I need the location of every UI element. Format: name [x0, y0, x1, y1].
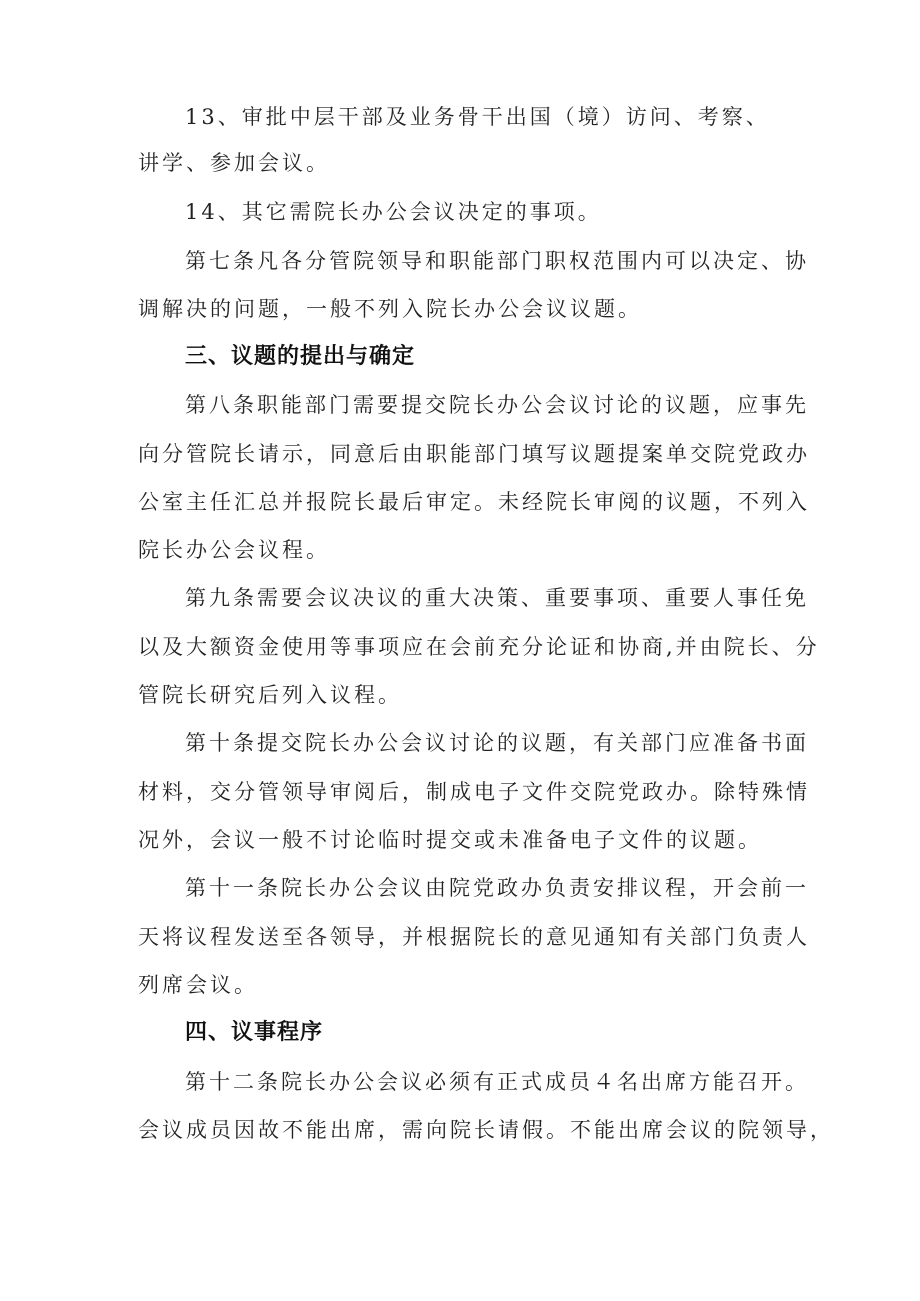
text-line: 第九条需要会议决议的重大决策、重要事项、重要人事任免: [185, 586, 809, 610]
text-line: 向分管院长请示，同意后由职能部门填写议题提案单交院党政办: [138, 442, 810, 466]
text-line: 调解决的问题，一般不列入院长办公会议议题。: [138, 297, 642, 321]
text-line: 13、审批中层干部及业务骨干出国（境）访问、考察、: [185, 105, 770, 129]
text-line: 列席会议。: [138, 973, 258, 997]
text-line: 第十一条院长办公会议由院党政办负责安排议程，开会前一: [185, 876, 809, 900]
text-line: 14、其它需院长办公会议决定的事项。: [185, 200, 602, 224]
text-line: 第十二条院长办公会议必须有正式成员４名出席方能召开。: [185, 1070, 809, 1094]
text-line: 管院长研究后列入议程。: [138, 683, 402, 707]
section-heading: 四、议事程序: [185, 1020, 324, 1045]
text-line: 第十条提交院长办公会议讨论的议题，有关部门应准备书面: [185, 731, 809, 755]
text-line: 以及大额资金使用等事项应在会前充分论证和协商,并由院长、分: [138, 635, 820, 659]
text-line: 第七条凡各分管院领导和职能部门职权范围内可以决定、协: [185, 249, 809, 273]
section-heading: 三、议题的提出与确定: [185, 344, 416, 369]
text-line: 会议成员因故不能出席，需向院长请假。不能出席会议的院领导，: [138, 1118, 834, 1142]
text-line: 况外，会议一般不讨论临时提交或未准备电子文件的议题。: [138, 828, 762, 852]
text-line: 讲学、参加会议。: [138, 151, 330, 175]
text-line: 公室主任汇总并报院长最后审定。未经院长审阅的议题，不列入: [138, 490, 810, 514]
text-line: 天将议程发送至各领导，并根据院长的意见通知有关部门负责人: [138, 925, 810, 949]
text-line: 材料，交分管领导审阅后，制成电子文件交院党政办。除特殊情: [138, 780, 810, 804]
text-line: 院长办公会议程。: [138, 538, 330, 562]
text-line: 第八条职能部门需要提交院长办公会议讨论的议题，应事先: [185, 393, 809, 417]
